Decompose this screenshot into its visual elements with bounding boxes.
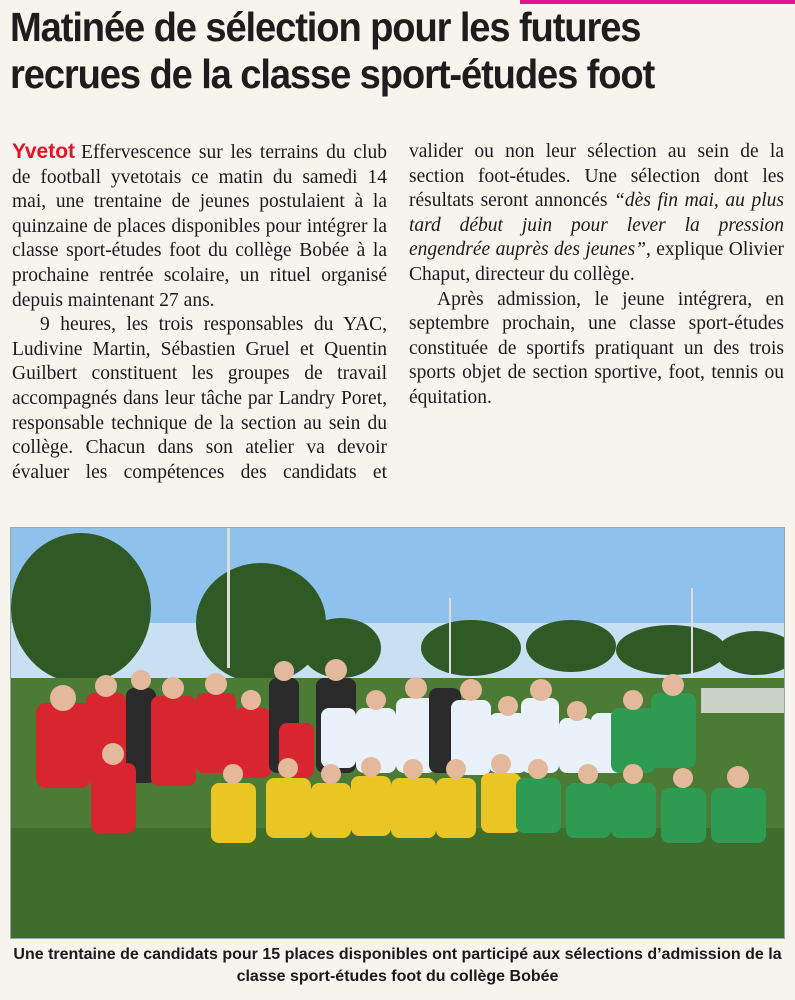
photo-caption: Une trentaine de candidats pour 15 places disponibles ont participé aux sélections d’admission de la classe sport-études foot du collège Bobée — [13, 946, 782, 985]
stand — [701, 688, 785, 713]
article-headline: Matinée de sélection pour les futures recrues de la classe sport-études foot — [10, 4, 655, 97]
light-pole-2 — [449, 598, 451, 678]
paragraph-3 — [409, 288, 784, 411]
paragraph-1-text: Effervescence sur les terrains du club de football yvetotais ce matin du samedi 14 mai, une trentaine de jeunes postulaient à la quinzaine de places disponibles pour intégrer la classe sport-études foot du collège Bobée à la prochaine rentrée scolaire, un rituel organisé depuis maintenant 27 ans. — [12, 142, 387, 311]
light-pole — [227, 528, 230, 668]
director-quote: “dès fin mai, au plus tard début juin pour lever la pression engendrée auprès des jeunes” — [409, 190, 784, 261]
photo-illustration — [11, 528, 785, 939]
location-kicker: Yvetot — [12, 140, 76, 163]
paragraph-3-text: Après admission, le jeune intégrera, en septembre prochain, une classe sport-études constituée de sportifs pratiquant un des trois sports objet de section sportive, foot, tennis ou équitation. — [409, 288, 784, 408]
team-group-photo — [10, 527, 785, 939]
article-body — [12, 140, 784, 490]
paragraph-1 — [12, 140, 387, 313]
paragraph-2-text: 9 heures, les trois responsables du YAC, Ludivine Martin, Sébastien Gruel et Quentin Guilbert constituent les groupes de travail accompagnés dans leur tâche par Landry Poret, responsable technique de la section au sein du collège. Chacun dans son atelier va devoir évaluer les compétences des candidats et valider ou non leur sélection au sein de la section foot-études. Une sélection dont les résultats seront annoncés — [12, 141, 784, 483]
light-pole-3 — [691, 588, 693, 688]
quote-attribution: , explique Olivier Chaput, directeur du collège. — [409, 239, 784, 285]
pitch-foreground — [11, 828, 785, 939]
